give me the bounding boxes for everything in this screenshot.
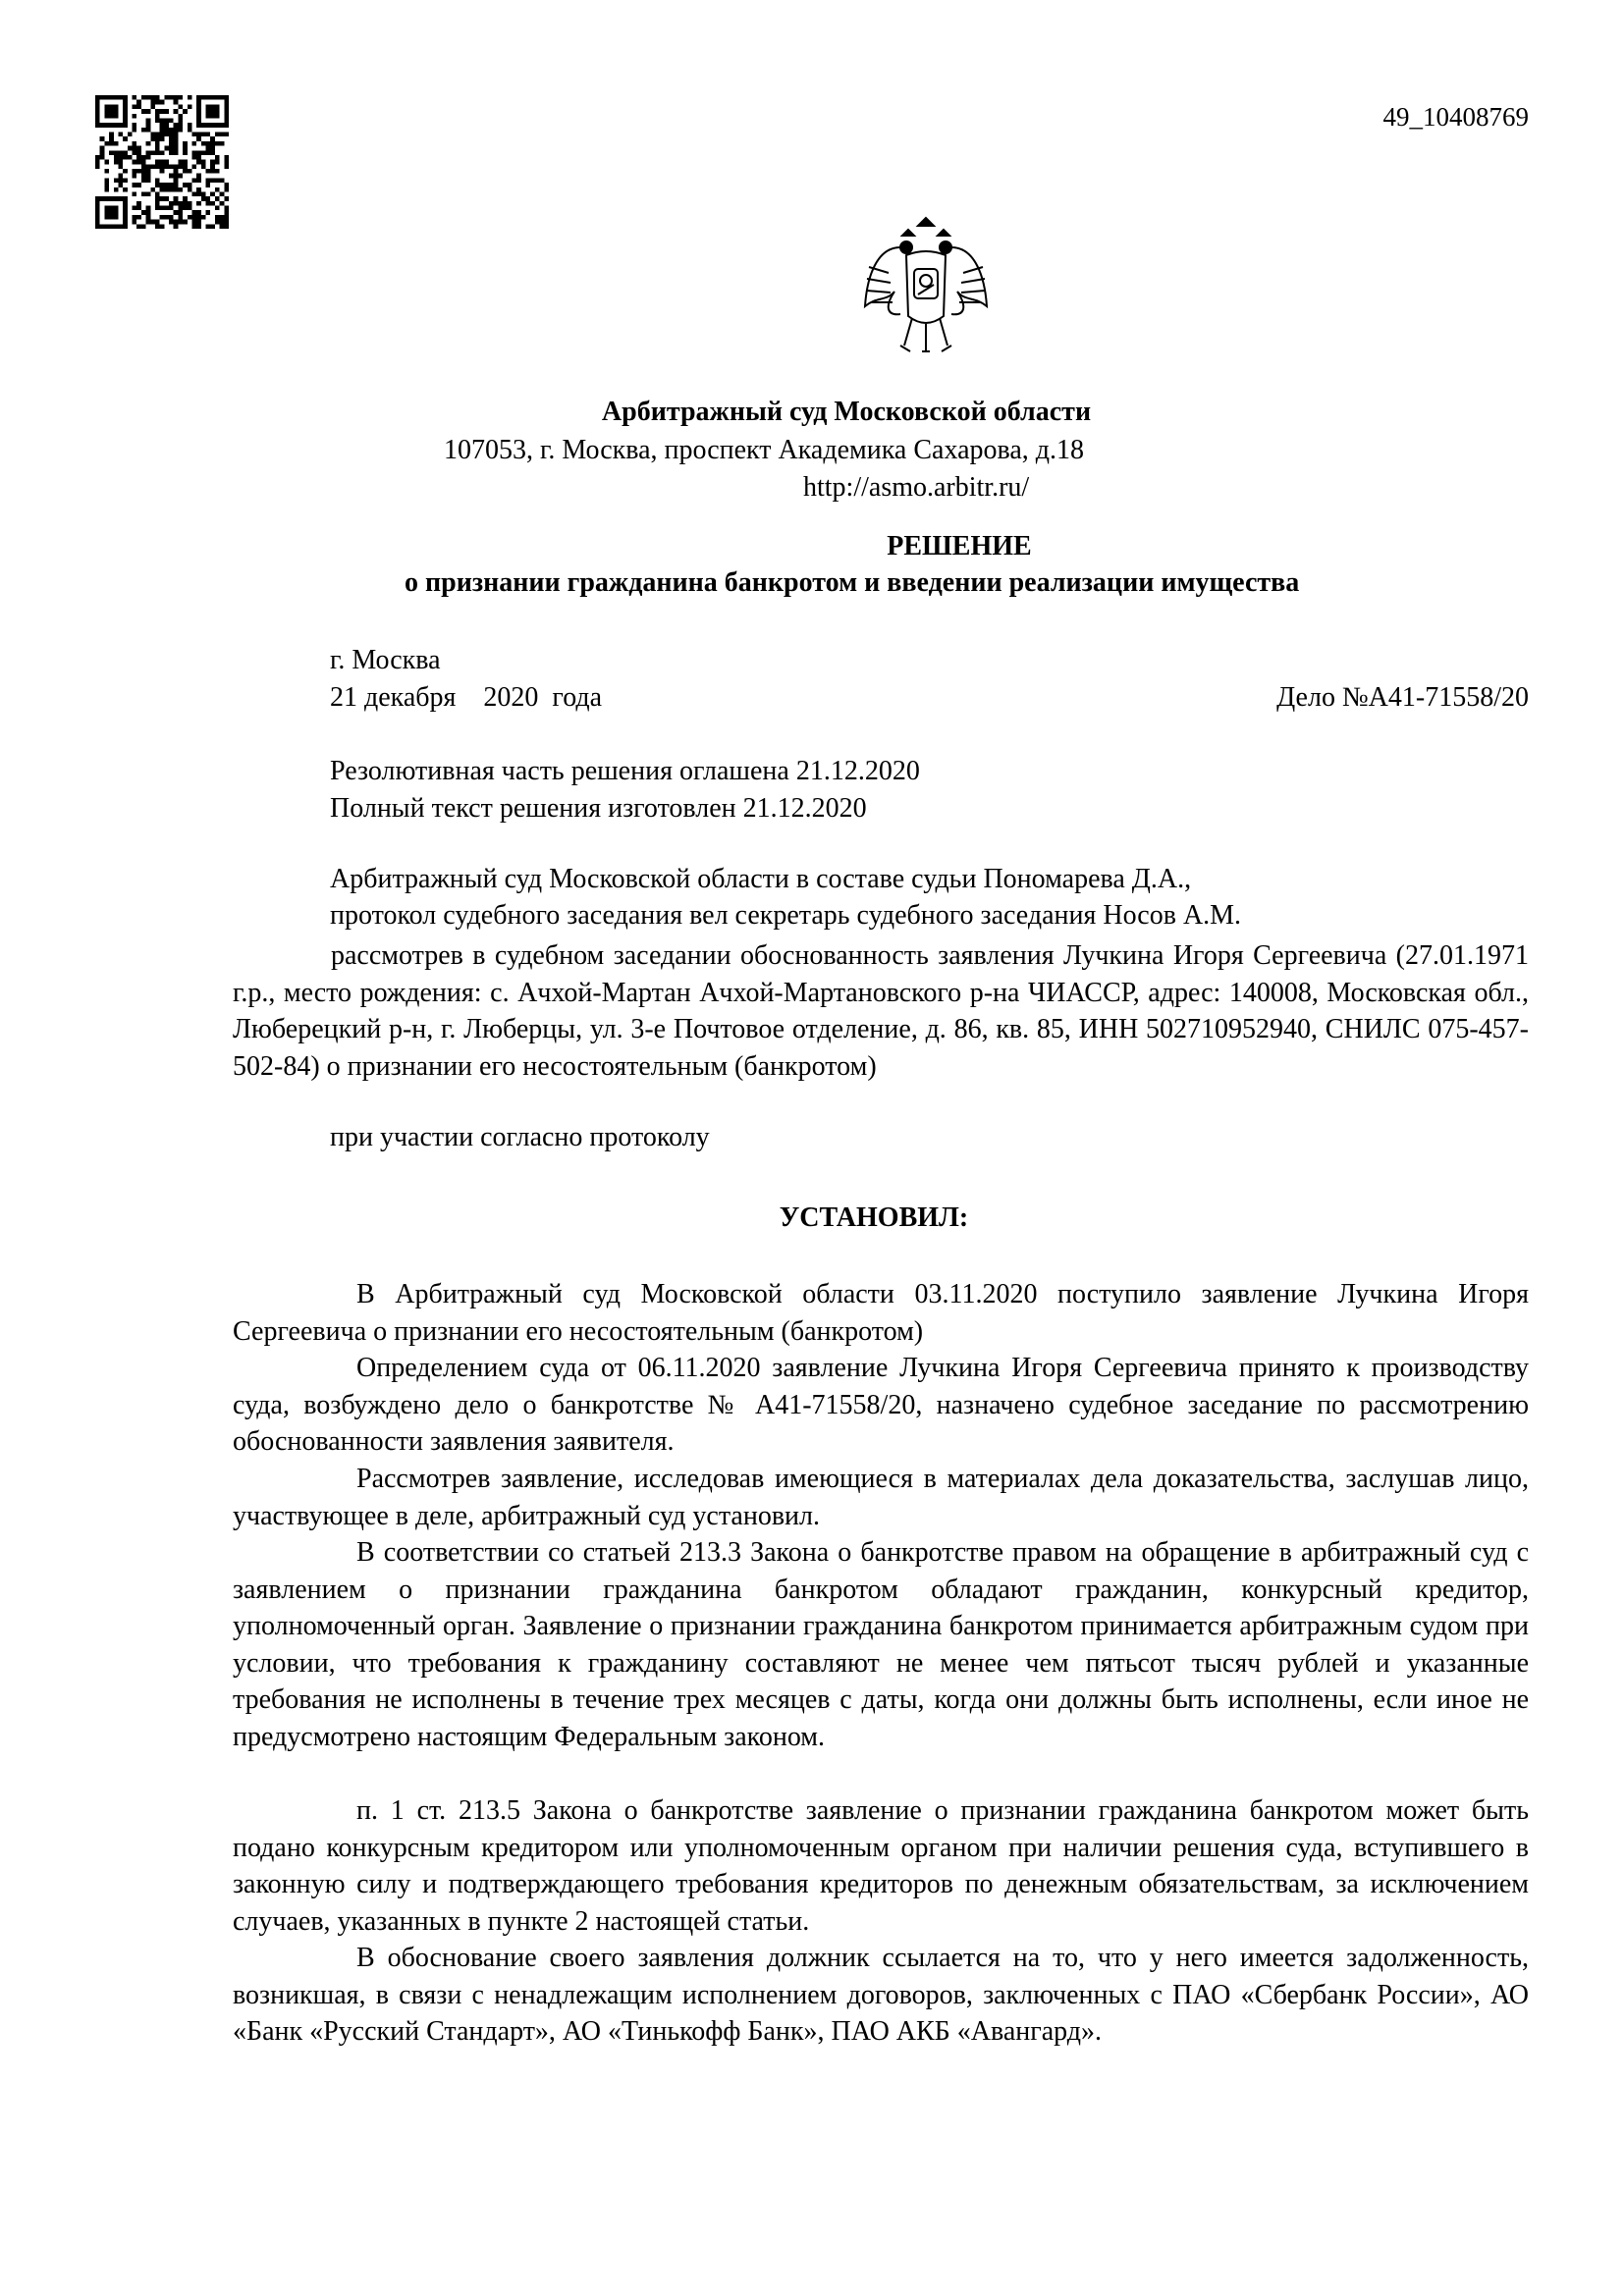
decision-date: 21 декабря 2020 года [330,682,603,713]
case-number: Дело №А41-71558/20 [1276,682,1529,713]
court-address: 107053, г. Москва, проспект Академика Сахарова, д.18 [444,435,1085,465]
considering-paragraph: рассмотрев в судебном заседании обоснованность заявления Лучкина Игоря Сергеевича (27.01.1971 г.р., место рождения: с. Ачхой-Мартан Ачхой-Мартановского р-на ЧИАССР, адрес: 140008, Московская обл., Люберецкий р-н, г. Люберцы, ул. 3-е Почтовое отделение, д. 86, кв. 85, ИНН 502710952940, СНИЛС 075-457-502-84) о признании его несостоятельным (банкротом) [233,940,1529,1082]
body-paragraph-5: п. 1 ст. 213.5 Закона о банкротстве заявление о признании гражданина банкротом может быть подано конкурсным кредитором или уполномоченным органом при наличии решения суда, вступившего в законную силу и подтверждающего требования кредиторов по денежным обязательствам, за исключением случаев, указанных в пункте 2 настоящей статьи. [233,1795,1529,1937]
body-paragraph-1: В Арбитражный суд Московской области 03.11.2020 поступило заявление Лучкина Игоря Сергеевича о признании его несостоятельным (банкротом) [233,1279,1529,1347]
body-paragraph-4: В соответствии со статьей 213.3 Закона о банкротстве правом на обращение в арбитражный суд с заявлением о признании гражданина банкротом обладают гражданин, конкурсный кредитор, уполномоченный орган. Заявление о признании гражданина банкротом принимается арбитражным судом при условии, что требования к гражданину составляют не менее чем пятьсот тысяч рублей и указанные требования не исполнены в течение трех месяцев с даты, когда они должны быть исполнены, если иное не предусмотрено настоящим Федеральным законом. [233,1537,1529,1752]
coat-of-arms-emblem [857,208,995,357]
qr-code [95,95,229,229]
resolution-announced: Резолютивная часть решения оглашена 21.12.2020 [330,756,920,786]
body-paragraph-2: Определением суда от 06.11.2020 заявление Лучкина Игоря Сергеевича принято к производству суда, возбуждено дело о банкротстве № А41-71558/20, назначено судебное заседание по рассмотрению обоснованности заявления заявителя. [233,1353,1529,1457]
established-heading: УСТАНОВИЛ: [779,1202,969,1233]
participation: при участии согласно протоколу [330,1122,710,1152]
document-id: 49_10408769 [1382,102,1529,132]
court-name: Арбитражный суд Московской области [601,397,1092,427]
court-composition: Арбитражный суд Московской области в составе судьи Пономарева Д.А., [330,864,1192,894]
court-url: http://asmo.arbitr.ru/ [803,472,1030,503]
full-text-date: Полный текст решения изготовлен 21.12.2020 [330,793,867,824]
document-title: РЕШЕНИЕ [887,531,1032,561]
city: г. Москва [330,645,441,675]
document-subtitle: о признании гражданина банкротом и введении реализации имущества [405,567,1300,598]
court-secretary: протокол судебного заседания вел секретарь судебного заседания Носов А.М. [330,900,1242,931]
body-paragraph-6: В обоснование своего заявления должник ссылается на то, что у него имеется задолженность, возникшая, в связи с ненадлежащим исполнением договоров, заключенных с ПАО «Сбербанк России», АО «Банк «Русский Стандарт», АО «Тинькофф Банк», ПАО АКБ «Авангард». [233,1943,1529,2047]
body-paragraph-3: Рассмотрев заявление, исследовав имеющиеся в материалах дела доказательства, заслушав лицо, участвующее в деле, арбитражный суд установил. [233,1464,1529,1531]
